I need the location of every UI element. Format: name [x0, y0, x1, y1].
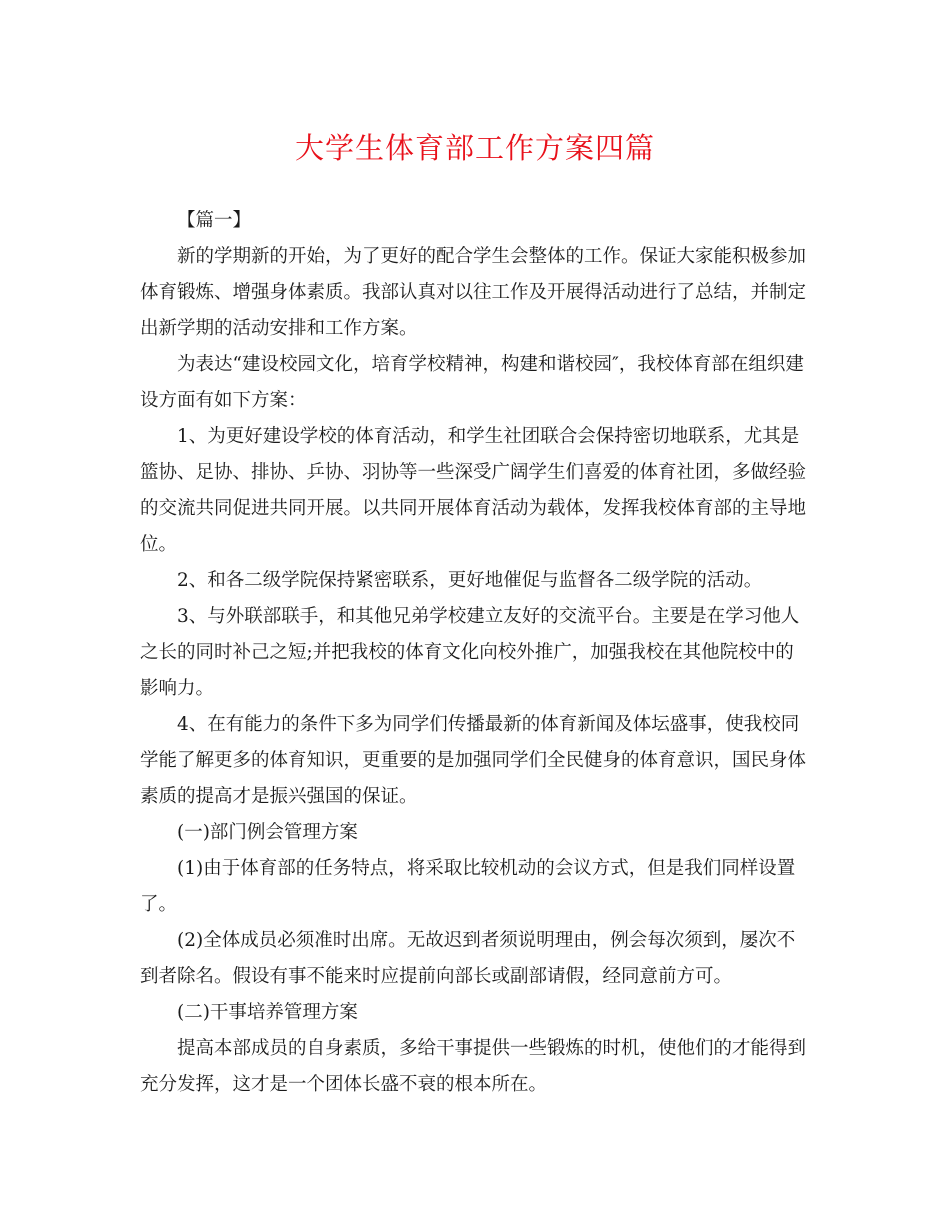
paragraph: 为表达“建设校园文化，培育学校精神，构建和谐校园″，我校体育部在组织建设方面有如下方案：	[140, 354, 804, 411]
paragraph: 新的学期新的开始，为了更好的配合学生会整体的工作。保证大家能积极参加体育锻炼、增强身体素质。我部认真对以往工作及开展得活动进行了总结，并制定出新学期的活动安排和工作方案。	[140, 246, 807, 339]
list-item: 1、为更好建设学校的体育活动，和学生社团联合会保持密切地联系，尤其是篮协、足协、排协、乒协、羽协等一些深受广阔学生们喜爱的体育社团，多做经验的交流共同促进共同开展。以共同开展体育活动为载体，发挥我校体育部的主导地位。	[140, 426, 807, 555]
document-title: 大学生体育部工作方案四篇	[294, 131, 655, 165]
list-item: (1)由于体育部的任务特点，将采取比较机动的会议方式，但是我们同样设置了。	[140, 858, 796, 915]
list-item: (2)全体成员必须准时出席。无故迟到者须说明理由，例会每次须到，屡次不到者除名。假设有事不能来时应提前向部长或副部请假，经同意前方可。	[140, 930, 796, 987]
subsection-heading: (二)干事培养管理方案	[177, 1002, 358, 1023]
list-item: 3、与外联部联手，和其他兄弟学校建立友好的交流平台。主要是在学习他人之长的同时补己之短;并把我校的体育文化向校外推广，加强我校在其他院校中的影响力。	[140, 606, 800, 699]
subsection-heading: (一)部门例会管理方案	[177, 822, 358, 843]
section-label: 【篇一】	[177, 210, 252, 231]
document-body	[140, 203, 810, 1103]
list-item: 4、在有能力的条件下多为同学们传播最新的体育新闻及体坛盛事，使我校同学能了解更多的体育知识，更重要的是加强同学们全民健身的体育意识，国民身体素质的提高才是振兴强国的保证。	[140, 714, 807, 807]
list-item: 2、和各二级学院保持紧密联系，更好地催促与监督各二级学院的活动。	[177, 570, 763, 591]
paragraph: 提高本部成员的自身素质，多给干事提供一些锻炼的时机，使他们的才能得到充分发挥，这才是一个团体长盛不衰的根本所在。	[140, 1038, 807, 1095]
